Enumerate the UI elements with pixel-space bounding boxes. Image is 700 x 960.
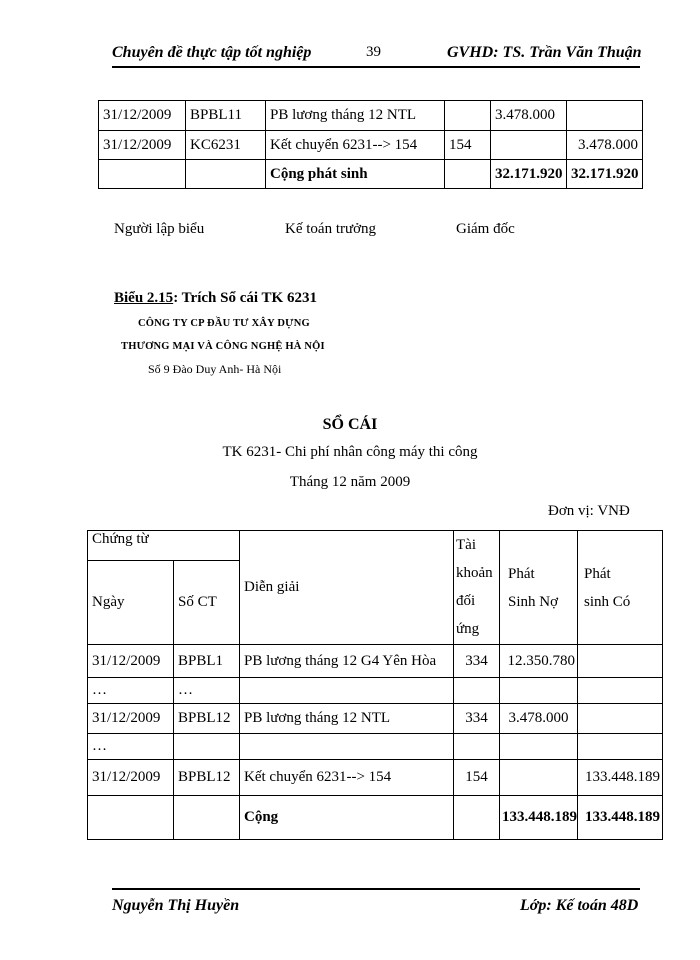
cell-debit: 32.171.920 (491, 160, 567, 189)
cell-date (99, 160, 186, 189)
header-rule (112, 66, 640, 68)
header-credit-l1: Phát (584, 565, 611, 582)
cell-credit: 133.448.189 (578, 760, 663, 796)
table-row (88, 734, 663, 760)
cell-credit: 3.478.000 (567, 131, 643, 160)
signature-director: Giám đốc (456, 221, 515, 237)
cell-debit: 12.350.780 (500, 645, 578, 678)
header-credit-l2: sinh Có (584, 593, 631, 610)
cell-desc: Cộng phát sinh (266, 160, 445, 189)
table-row (88, 645, 663, 678)
table-row (99, 131, 643, 160)
cell-credit (578, 734, 663, 760)
footer-rule (112, 888, 640, 890)
cell-debit (500, 734, 578, 760)
table-row (88, 704, 663, 734)
cell-account: 334 (454, 704, 500, 734)
cell-credit (578, 704, 663, 734)
cell-desc (240, 734, 454, 760)
exhibit-title (114, 290, 317, 307)
cell-credit (578, 645, 663, 678)
cell-date: 31/12/2009 (88, 704, 174, 734)
header-right: GVHD: TS. Trần Văn Thuận (447, 44, 642, 61)
header-debit-l2: Sinh Nợ (508, 593, 559, 610)
table-row (88, 678, 663, 704)
header-debit-l1: Phát (508, 565, 535, 582)
footer-left: Nguyễn Thị Huyền (112, 897, 240, 914)
cell-account: 154 (454, 760, 500, 796)
cell-account: 154 (445, 131, 491, 160)
cell-desc (240, 678, 454, 704)
cell-debit (491, 131, 567, 160)
exhibit-label: Biểu 2.15 (114, 290, 174, 306)
ledger-period: Tháng 12 năm 2009 (289, 474, 411, 490)
cell-credit: 32.171.920 (567, 160, 643, 189)
table-row (88, 760, 663, 796)
signature-chief-accountant: Kế toán trưởng (285, 221, 377, 237)
header-description: Diễn giải (240, 531, 454, 645)
cell-doc (186, 160, 266, 189)
table-header-row (88, 531, 663, 561)
cell-account (454, 678, 500, 704)
cell-doc: BPBL1 (174, 645, 240, 678)
table-row (99, 160, 643, 189)
cell-doc (174, 734, 240, 760)
table-row (99, 101, 643, 131)
cell-doc (174, 796, 240, 840)
cell-desc: Kết chuyển 6231--> 154 (266, 131, 445, 160)
cell-date: 31/12/2009 (88, 760, 174, 796)
header-contra-l1: Tài (456, 537, 476, 553)
signature-preparer: Người lập biểu (114, 221, 205, 237)
header-credit (578, 531, 663, 645)
cell-date: 31/12/2009 (99, 131, 186, 160)
company-line2: THƯƠNG MẠI VÀ CÔNG NGHỆ HÀ NỘI (121, 341, 325, 352)
company-address: Số 9 Đào Duy Anh- Hà Nội (148, 362, 282, 376)
cell-debit: 3.478.000 (491, 101, 567, 131)
ledger-title: SỔ CÁI (322, 416, 378, 433)
cell-account: 334 (454, 645, 500, 678)
header-contra-l3: đối (456, 593, 476, 609)
cell-date: 31/12/2009 (99, 101, 186, 131)
cell-debit (500, 678, 578, 704)
exhibit-text: : Trích Sổ cái TK 6231 (173, 290, 317, 306)
total-credit: 133.448.189 (578, 796, 663, 840)
cell-credit (578, 678, 663, 704)
ledger-table (87, 530, 663, 840)
cell-date: 31/12/2009 (88, 645, 174, 678)
cell-date: … (88, 678, 174, 704)
cell-debit: 3.478.000 (500, 704, 578, 734)
header-date: Ngày (88, 561, 174, 645)
cell-doc: … (174, 678, 240, 704)
cell-credit (567, 101, 643, 131)
ledger-account: TK 6231- Chi phí nhân công máy thi công (222, 444, 478, 460)
cell-account (454, 796, 500, 840)
cell-doc: KC6231 (186, 131, 266, 160)
total-label: Cộng (240, 796, 454, 840)
cell-doc: BPBL11 (186, 101, 266, 131)
header-left: Chuyên đề thực tập tốt nghiệp (112, 44, 312, 61)
cell-date (88, 796, 174, 840)
header-doc-no: Số CT (174, 561, 240, 645)
cell-doc: BPBL12 (174, 760, 240, 796)
total-debit: 133.448.189 (500, 796, 578, 840)
cell-account (445, 160, 491, 189)
cell-desc: PB lương tháng 12 G4 Yên Hòa (240, 645, 454, 678)
company-line1: CÔNG TY CP ĐẦU TƯ XÂY DỰNG (138, 318, 310, 329)
page-number: 39 (366, 44, 381, 60)
cell-desc: PB lương tháng 12 NTL (240, 704, 454, 734)
cell-desc: PB lương tháng 12 NTL (266, 101, 445, 131)
cell-date: … (88, 734, 174, 760)
header-debit (500, 531, 578, 645)
table-total-row (88, 796, 663, 840)
cell-account (445, 101, 491, 131)
cell-desc: Kết chuyển 6231--> 154 (240, 760, 454, 796)
header-contra-l2: khoản (456, 565, 493, 581)
ledger-unit: Đơn vị: VNĐ (548, 503, 630, 519)
header-contra-account (454, 531, 500, 645)
cell-account (454, 734, 500, 760)
header-contra-l4: ứng (456, 621, 480, 637)
top-ledger-table (98, 100, 643, 189)
cell-doc: BPBL12 (174, 704, 240, 734)
header-voucher: Chứng từ (88, 531, 240, 561)
cell-debit (500, 760, 578, 796)
footer-right: Lớp: Kế toán 48D (520, 897, 639, 914)
